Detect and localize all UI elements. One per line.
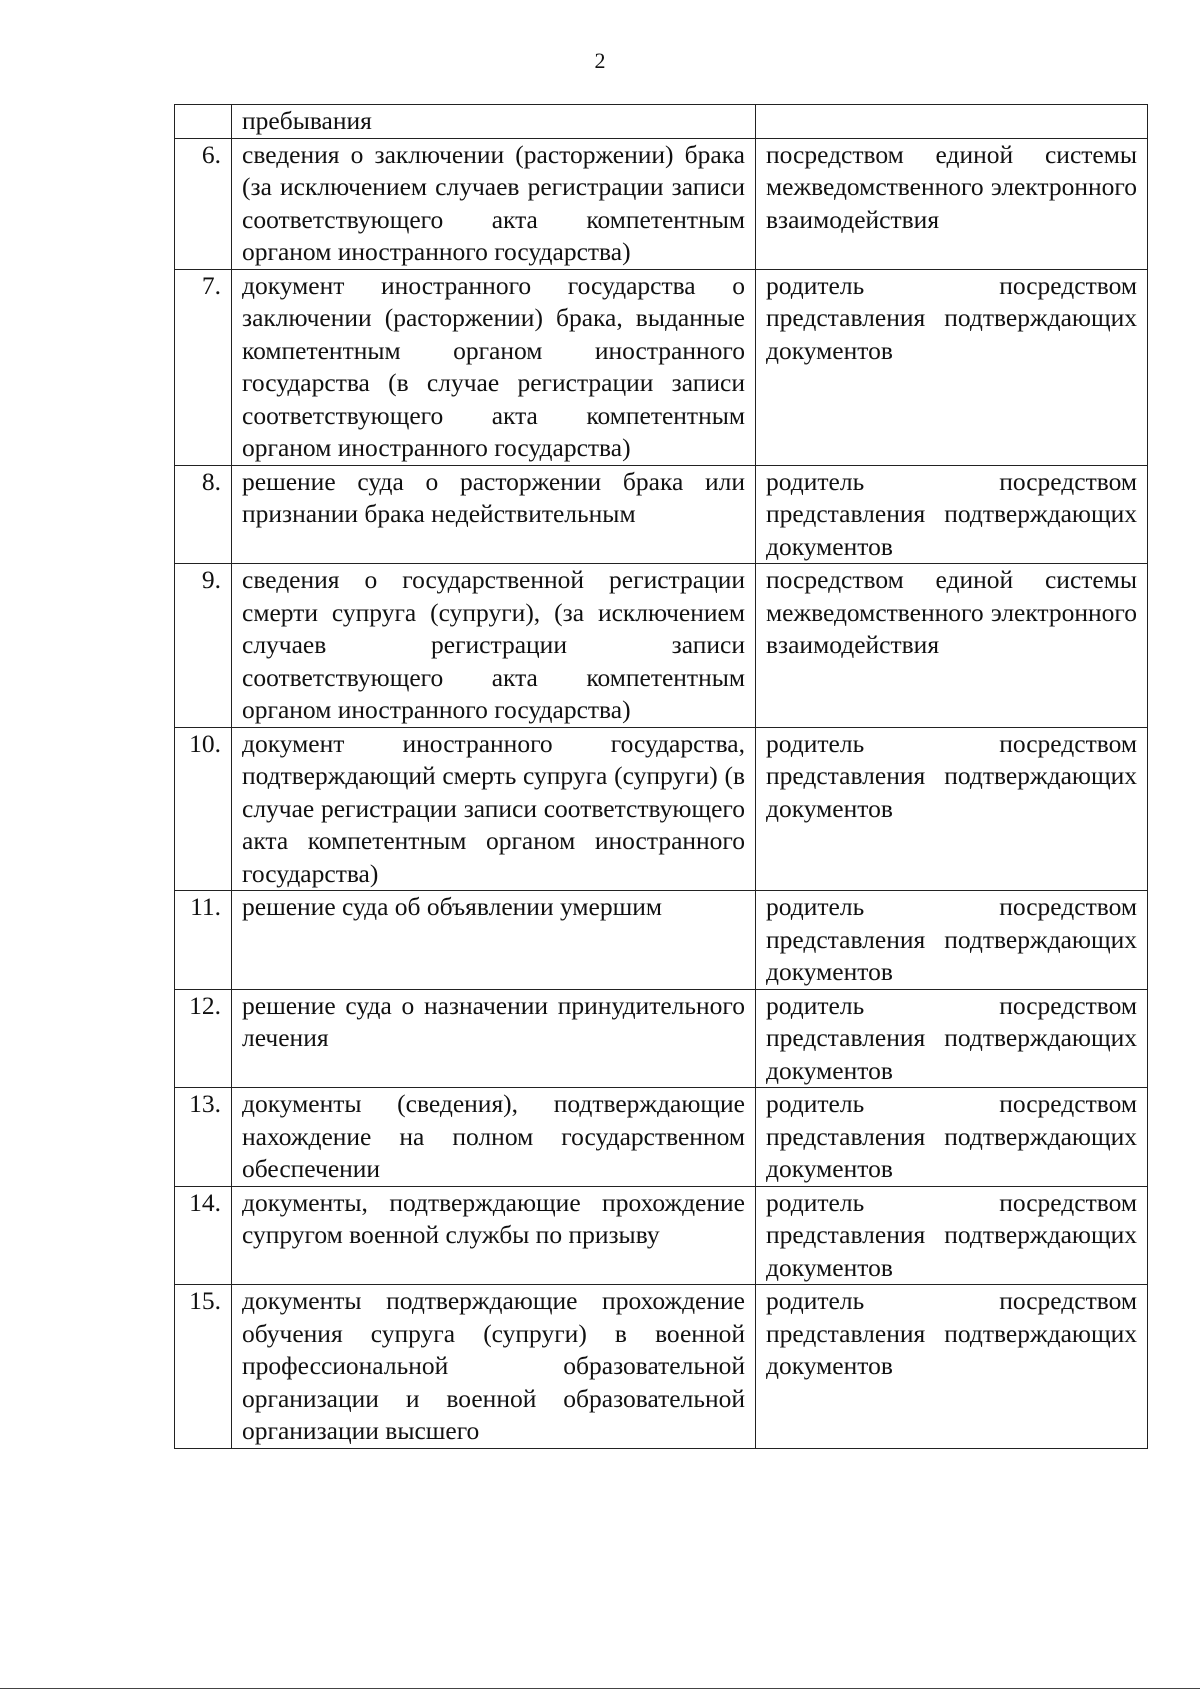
row-description: решение суда о назначении принудительного лечения	[232, 989, 756, 1088]
table-row	[175, 1088, 1148, 1187]
row-description: пребывания	[232, 105, 756, 139]
row-description: решение суда о расторжении брака или признании брака недействительным	[232, 465, 756, 564]
row-description: сведения о государственной регистрации смерти супруга (супруги), (за исключением случаев регистрации записи соответствующего акта компетентным органом иностранного государства)	[232, 564, 756, 728]
table-row	[175, 465, 1148, 564]
table-row	[175, 1285, 1148, 1449]
table-row	[175, 269, 1148, 465]
row-description: документы (сведения), подтверждающие нахождение на полном государственном обеспечении	[232, 1088, 756, 1187]
row-number: 6.	[175, 138, 232, 269]
table-row	[175, 105, 1148, 139]
row-method: родитель посредством представления подтверждающих документов	[756, 1285, 1148, 1449]
row-description: документы, подтверждающие прохождение супругом военной службы по призыву	[232, 1186, 756, 1285]
row-number: 7.	[175, 269, 232, 465]
row-number: 15.	[175, 1285, 232, 1449]
row-number: 12.	[175, 989, 232, 1088]
row-number: 10.	[175, 727, 232, 891]
row-method: родитель посредством представления подтверждающих документов	[756, 465, 1148, 564]
row-description: решение суда об объявлении умершим	[232, 891, 756, 990]
table-row	[175, 989, 1148, 1088]
page-number: 2	[594, 48, 606, 73]
row-number	[175, 105, 232, 139]
row-method: родитель посредством представления подтверждающих документов	[756, 1186, 1148, 1285]
row-method: родитель посредством представления подтверждающих документов	[756, 727, 1148, 891]
table-row	[175, 891, 1148, 990]
row-number: 13.	[175, 1088, 232, 1187]
row-method: родитель посредством представления подтверждающих документов	[756, 891, 1148, 990]
row-method	[756, 105, 1148, 139]
row-method: посредством единой системы межведомственного электронного взаимодействия	[756, 138, 1148, 269]
row-method: родитель посредством представления подтверждающих документов	[756, 989, 1148, 1088]
table-row	[175, 727, 1148, 891]
row-description: документы подтверждающие прохождение обучения супруга (супруги) в военной профессиональной образовательной организации и военной образовательной организации высшего	[232, 1285, 756, 1449]
row-number: 14.	[175, 1186, 232, 1285]
row-number: 8.	[175, 465, 232, 564]
row-method: родитель посредством представления подтверждающих документов	[756, 269, 1148, 465]
row-method: родитель посредством представления подтверждающих документов	[756, 1088, 1148, 1187]
row-description: сведения о заключении (расторжении) брака (за исключением случаев регистрации записи соответствующего акта компетентным органом иностранного государства)	[232, 138, 756, 269]
table-row	[175, 564, 1148, 728]
row-number: 9.	[175, 564, 232, 728]
row-description: документ иностранного государства, подтверждающий смерть супруга (супруги) (в случае регистрации записи соответствующего акта компетентным органом иностранного государства)	[232, 727, 756, 891]
row-number: 11.	[175, 891, 232, 990]
table-row	[175, 138, 1148, 269]
row-description: документ иностранного государства о заключении (расторжении) брака, выданные компетентным органом иностранного государства (в случае регистрации записи соответствующего акта компетентным органом иностранного государства)	[232, 269, 756, 465]
page-bottom-divider	[0, 1688, 1200, 1689]
table-row	[175, 1186, 1148, 1285]
documents-table	[174, 104, 1148, 1449]
row-method: посредством единой системы межведомственного электронного взаимодействия	[756, 564, 1148, 728]
